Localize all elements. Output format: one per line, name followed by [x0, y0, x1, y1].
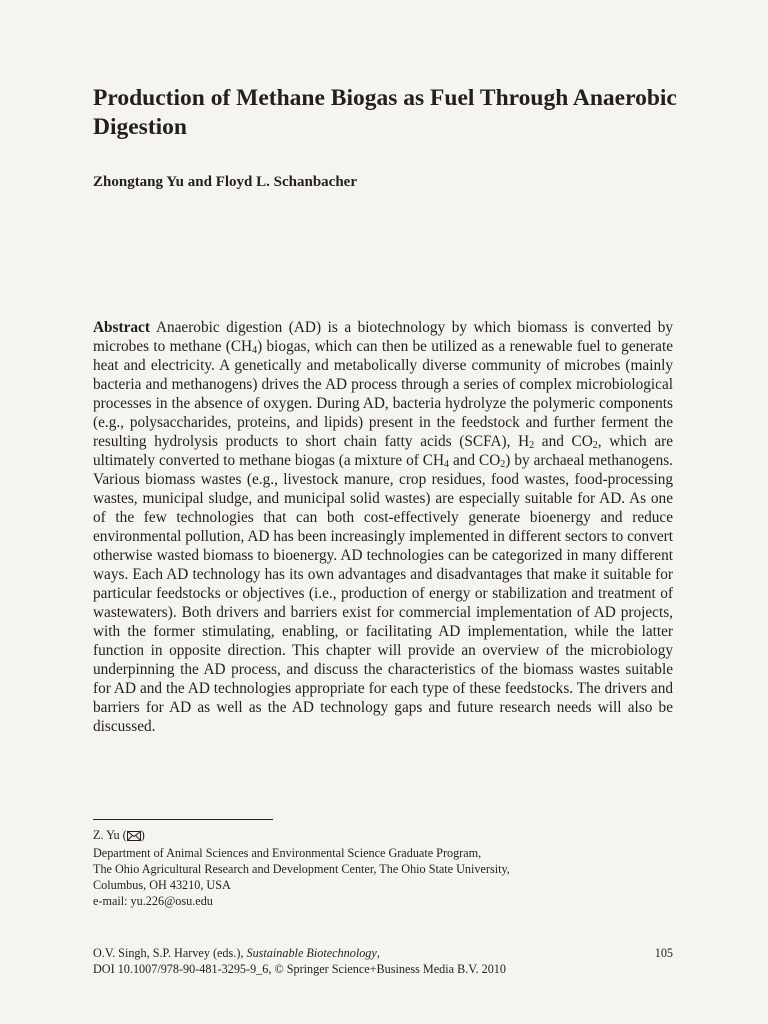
- author-name-close: ): [140, 828, 145, 842]
- abstract-text: , which are ultimately converted to methane biogas (a mixture of CH: [93, 433, 673, 469]
- subscript: 4: [444, 459, 450, 470]
- affiliation-line: The Ohio Agricultural Research and Development Center, The Ohio State University,: [93, 862, 510, 876]
- citation: [93, 945, 673, 977]
- subscript: 2: [500, 459, 506, 470]
- abstract-label: Abstract: [93, 319, 150, 336]
- abstract-text: ) biogas, which can then be utilized as a renewable fuel to generate heat and electricity. A genetically and metabolically diverse community of microbes (mainly bacteria and methanogens) drives the AD process through a series of complex microbiological processes in the absence of oxygen. During AD, bacteria hydrolyze the polymeric components (e.g., polysaccharides, proteins, and lipids) present in the feedstock and further ferment the resulting hydrolysis products to short chain fatty acids (SCFA), H: [93, 338, 673, 450]
- subscript: 4: [252, 345, 258, 356]
- citation-line: [93, 945, 673, 961]
- footnote-divider: [93, 819, 273, 820]
- abstract-text: ) by archaeal methanogens. Various biomass wastes (e.g., livestock manure, crop residues, food wastes, food-processing wastes, municipal sludge, and municipal solid wastes) are especially suitable for AD. As one of the few technologies that can both cost-effectively generate bioenergy and reduce environmental pollution, AD has been increasingly implemented in different sectors to convert otherwise wasted biomass to bioenergy. AD technologies can be categorized in many different ways. Each AD technology has its own advantages and disadvantages that make it suitable for particular feedstocks or objectives (i.e., production of energy or stabilization and treatment of wastewaters). Both drivers and barriers exist for commercial implementation of AD projects, with the former stimulating, enabling, or facilitating AD implementation, while the latter function in opposite direction. This chapter will provide an overview of the microbiology underpinning the AD process, and discuss the characteristics of the biomass wastes suitable for AD and the AD technologies appropriate for each type of these feedstocks. The drivers and barriers for AD as well as the AD technology gaps and future research needs will also be discussed.: [93, 452, 673, 735]
- abstract-text: and CO: [449, 452, 501, 469]
- paper-title: Production of Methane Biogas as Fuel Through Anaerobic Digestion: [93, 85, 677, 140]
- corresponding-author: [93, 827, 693, 845]
- page-number: 105: [654, 946, 673, 960]
- abstract-text: and CO: [534, 433, 593, 450]
- citation-punct: ,: [376, 946, 380, 960]
- affiliation-line: Department of Animal Sciences and Environmental Science Graduate Program,: [93, 846, 482, 860]
- doi-line: DOI 10.1007/978-90-481-3295-9_6, © Springer Science+Business Media B.V. 2010: [93, 962, 506, 976]
- book-title: Sustainable Biotechnology: [246, 946, 377, 960]
- email-line[interactable]: e-mail: yu.226@osu.edu: [93, 894, 213, 908]
- abstract: [93, 318, 673, 736]
- envelope-icon: [127, 829, 141, 845]
- author-name: Z. Yu (: [93, 828, 127, 842]
- subscript: 2: [529, 440, 535, 451]
- affiliation-line: Columbus, OH 43210, USA: [93, 878, 231, 892]
- authors: Zhongtang Yu and Floyd L. Schanbacher: [93, 174, 357, 190]
- author-footnote: [93, 827, 693, 909]
- abstract-text: Anaerobic digestion (AD) is a biotechnology by which biomass is converted by microbes to methane (CH: [93, 319, 673, 355]
- subscript: 2: [592, 440, 598, 451]
- citation-editors: O.V. Singh, S.P. Harvey (eds.),: [93, 946, 247, 960]
